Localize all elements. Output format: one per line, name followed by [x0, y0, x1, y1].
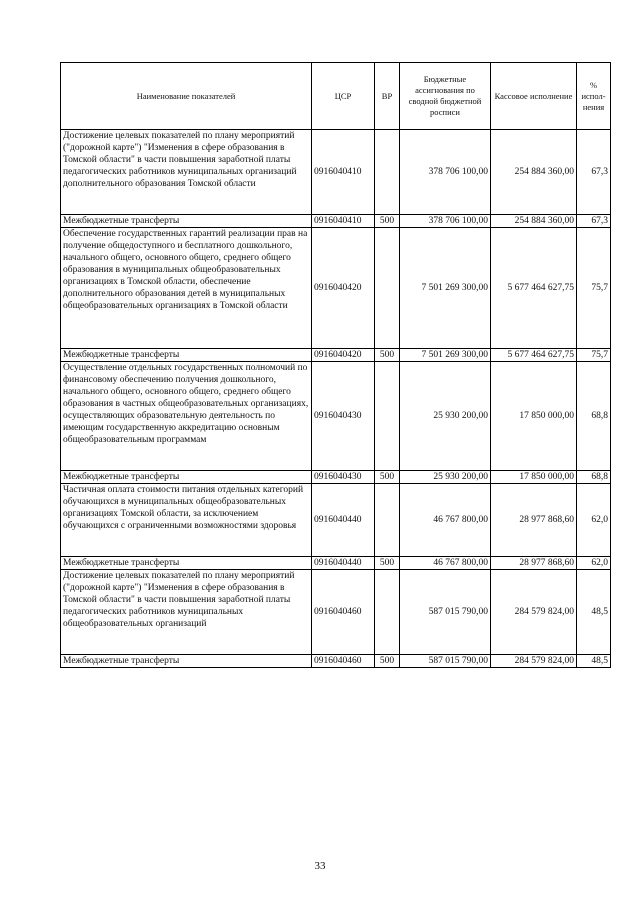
row-vr [375, 228, 400, 349]
row-pct: 62,0 [577, 557, 611, 570]
table-row [61, 557, 611, 570]
row-pct: 62,0 [577, 484, 611, 557]
table-row [61, 228, 611, 349]
row-budget: 46 767 800,00 [400, 484, 491, 557]
row-csr: 0916040440 [312, 484, 375, 557]
row-name: Осуществление отдельных государственных полномочий по финансовому обеспечению получения дошкольного, начального общего, основного общего, среднего общего образования в частных общеобразовательных организациях, осуществляющих образовательную деятельность по имеющим государственную аккредитацию основным общеобразовательным программам [61, 362, 312, 471]
row-csr: 0916040410 [312, 215, 375, 228]
row-name: Межбюджетные трансферты [61, 349, 312, 362]
header-csr: ЦСР [312, 63, 375, 130]
row-vr [375, 570, 400, 655]
table-row [61, 655, 611, 668]
row-csr: 0916040440 [312, 557, 375, 570]
row-name: Частичная оплата стоимости питания отдельных категорий обучающихся в муниципальных общеобразовательных организациях Томской области, за исключением обучающихся с ограниченными возможностями здоровья [61, 484, 312, 557]
header-vr: ВР [375, 63, 400, 130]
row-csr: 0916040410 [312, 130, 375, 215]
row-pct: 75,7 [577, 228, 611, 349]
table-row [61, 484, 611, 557]
row-name: Межбюджетные трансферты [61, 215, 312, 228]
row-cash: 5 677 464 627,75 [491, 349, 577, 362]
row-vr: 500 [375, 349, 400, 362]
row-name: Межбюджетные трансферты [61, 471, 312, 484]
row-vr [375, 362, 400, 471]
row-cash: 254 884 360,00 [491, 130, 577, 215]
row-vr: 500 [375, 655, 400, 668]
table-row [61, 130, 611, 215]
row-pct: 75,7 [577, 349, 611, 362]
row-name: Межбюджетные трансферты [61, 557, 312, 570]
table-body [61, 130, 611, 668]
row-csr: 0916040460 [312, 655, 375, 668]
row-cash: 5 677 464 627,75 [491, 228, 577, 349]
table-header-row [61, 63, 611, 130]
row-csr: 0916040430 [312, 362, 375, 471]
row-pct: 48,5 [577, 655, 611, 668]
row-vr: 500 [375, 215, 400, 228]
row-budget: 7 501 269 300,00 [400, 228, 491, 349]
row-cash: 28 977 868,60 [491, 484, 577, 557]
row-cash: 284 579 824,00 [491, 570, 577, 655]
row-budget: 7 501 269 300,00 [400, 349, 491, 362]
row-name: Обеспечение государственных гарантий реализации прав на получение общедоступного и бесплатного дошкольного, начального общего, основного общего, среднего общего образования в муниципальных общеобразовательных организациях в Томской области, обеспечение дополнительного образования детей в муниципальных общеобразовательных организациях в Томской области [61, 228, 312, 349]
row-cash: 284 579 824,00 [491, 655, 577, 668]
header-name: Наименование показателей [61, 63, 312, 130]
row-budget: 587 015 790,00 [400, 655, 491, 668]
row-vr: 500 [375, 471, 400, 484]
table-row [61, 570, 611, 655]
row-budget: 378 706 100,00 [400, 130, 491, 215]
table-row [61, 349, 611, 362]
row-vr [375, 130, 400, 215]
row-csr: 0916040460 [312, 570, 375, 655]
row-csr: 0916040430 [312, 471, 375, 484]
row-pct: 67,3 [577, 215, 611, 228]
row-budget: 25 930 200,00 [400, 362, 491, 471]
row-csr: 0916040420 [312, 228, 375, 349]
row-vr: 500 [375, 557, 400, 570]
row-budget: 46 767 800,00 [400, 557, 491, 570]
row-cash: 17 850 000,00 [491, 362, 577, 471]
row-pct: 48,5 [577, 570, 611, 655]
row-vr [375, 484, 400, 557]
row-budget: 587 015 790,00 [400, 570, 491, 655]
table-row [61, 362, 611, 471]
row-cash: 17 850 000,00 [491, 471, 577, 484]
row-csr: 0916040420 [312, 349, 375, 362]
budget-table [60, 62, 611, 668]
row-budget: 378 706 100,00 [400, 215, 491, 228]
row-name: Межбюджетные трансферты [61, 655, 312, 668]
row-name: Достижение целевых показателей по плану мероприятий ("дорожной карте") "Изменения в сфере образования в Томской области" в части повышения заработной платы педагогических работников муниципальных общеобразовательных организаций [61, 570, 312, 655]
row-pct: 68,8 [577, 362, 611, 471]
row-cash: 254 884 360,00 [491, 215, 577, 228]
table-row [61, 215, 611, 228]
page-number: 33 [314, 860, 326, 872]
header-budget: Бюджетные ассигнования по сводной бюджетной росписи [400, 63, 491, 130]
row-name: Достижение целевых показателей по плану мероприятий ("дорожной карте") "Изменения в сфере образования в Томской области" в части повышения заработной платы педагогических работников муниципальных организаций дополнительного образования Томской области [61, 130, 312, 215]
table-row [61, 471, 611, 484]
row-pct: 67,3 [577, 130, 611, 215]
row-pct: 68,8 [577, 471, 611, 484]
row-cash: 28 977 868,60 [491, 557, 577, 570]
header-cash: Кассовое исполнение [491, 63, 577, 130]
row-budget: 25 930 200,00 [400, 471, 491, 484]
header-pct: % испол-нения [577, 63, 611, 130]
